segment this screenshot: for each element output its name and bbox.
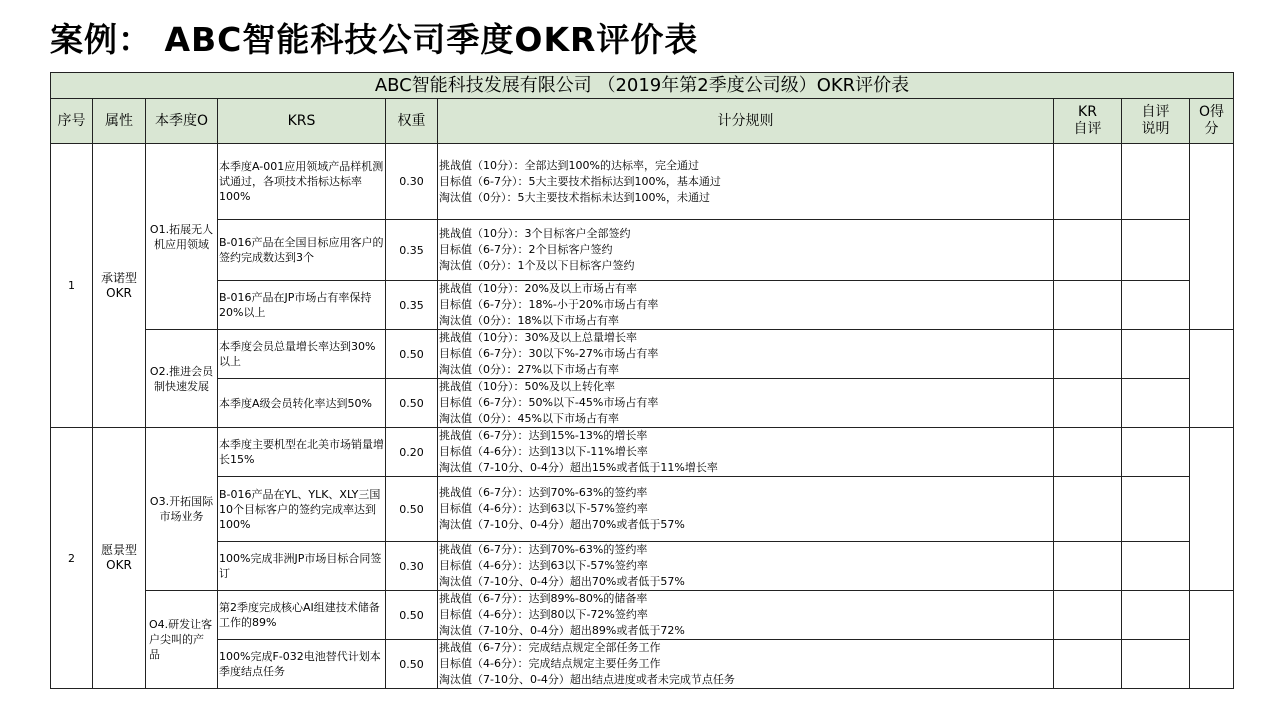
header-seq: 序号 <box>51 99 93 144</box>
table-row <box>51 542 1234 591</box>
row-weight: 0.50 <box>386 591 438 640</box>
scoring-rule-line: 淘汰值（7-10分、0-4分）超出15%或者低于11%增长率 <box>439 461 718 474</box>
table-row <box>51 428 1234 477</box>
table-row <box>51 477 1234 542</box>
row-seq: 1 <box>51 144 93 428</box>
kr-self-score-cell[interactable] <box>1054 330 1122 379</box>
row-kr: B-016产品在全国目标应用客户的签约完成数达到3个 <box>218 220 386 281</box>
row-weight: 0.30 <box>386 144 438 220</box>
row-scoring-rule <box>438 220 1054 281</box>
page-title: 案例： ABC智能科技公司季度OKR评价表 <box>50 20 699 59</box>
row-weight: 0.20 <box>386 428 438 477</box>
header-rules: 计分规则 <box>438 99 1054 144</box>
self-note-cell[interactable] <box>1122 591 1190 640</box>
row-kr: 100%完成F-032电池替代计划本季度结点任务 <box>218 640 386 689</box>
row-scoring-rule <box>438 428 1054 477</box>
kr-self-score-cell[interactable] <box>1054 428 1122 477</box>
row-attr: 承诺型 OKR <box>93 144 146 428</box>
scoring-rule-line: 挑战值（6-7分）：达到89%-80%的储备率 <box>439 592 648 605</box>
scoring-rule-line: 目标值（4-6分）：完成结点规定主要任务工作 <box>439 657 661 670</box>
scoring-rule-line: 淘汰值（7-10分、0-4分）超出结点进度或者未完成节点任务 <box>439 673 735 686</box>
row-objective: O2.推进会员制快速发展 <box>146 330 218 428</box>
row-kr: 本季度会员总量增长率达到30%以上 <box>218 330 386 379</box>
header-objective: 本季度O <box>146 99 218 144</box>
self-note-cell[interactable] <box>1122 330 1190 379</box>
table-row <box>51 330 1234 379</box>
o-score-cell[interactable] <box>1190 330 1234 428</box>
scoring-rule-line: 目标值（4-6分）：达到63以下-57%签约率 <box>439 502 648 515</box>
kr-self-score-cell[interactable] <box>1054 640 1122 689</box>
kr-self-score-cell[interactable] <box>1054 144 1122 220</box>
o-score-cell[interactable] <box>1190 428 1234 591</box>
scoring-rule-line: 挑战值（6-7分）：达到70%-63%的签约率 <box>439 543 648 556</box>
scoring-rule-line: 目标值（6-7分）：50%以下-45%市场占有率 <box>439 396 659 409</box>
row-attr: 愿景型 OKR <box>93 428 146 689</box>
row-objective: O3.开拓国际市场业务 <box>146 428 218 591</box>
self-note-cell[interactable] <box>1122 428 1190 477</box>
scoring-rule-line: 挑战值（10分）：全部达到100%的达标率，完全通过 <box>439 158 699 172</box>
header-self-note: 自评 说明 <box>1122 99 1190 144</box>
row-weight: 0.35 <box>386 281 438 330</box>
scoring-rule-line: 目标值（6-7分）：2个目标客户签约 <box>439 243 613 256</box>
kr-self-score-cell[interactable] <box>1054 477 1122 542</box>
table-row <box>51 379 1234 428</box>
row-scoring-rule <box>438 144 1054 220</box>
scoring-rule-line: 挑战值（10分）：30%及以上总量增长率 <box>439 331 637 344</box>
row-weight: 0.50 <box>386 330 438 379</box>
table-row <box>51 144 1234 220</box>
scoring-rule-line: 挑战值（10分）：50%及以上转化率 <box>439 380 615 393</box>
row-objective: O4.研发让客户尖叫的产品 <box>146 591 218 689</box>
scoring-rule-line: 淘汰值（0分）：1个及以下目标客户签约 <box>439 259 635 272</box>
self-note-cell[interactable] <box>1122 379 1190 428</box>
row-weight: 0.50 <box>386 640 438 689</box>
self-note-cell[interactable] <box>1122 640 1190 689</box>
scoring-rule-line: 淘汰值（7-10分、0-4分）超出70%或者低于57% <box>439 518 685 531</box>
kr-self-score-cell[interactable] <box>1054 281 1122 330</box>
scoring-rule-line: 淘汰值（7-10分、0-4分）超出70%或者低于57% <box>439 575 685 588</box>
scoring-rule-line: 淘汰值（0分）：18%以下市场占有率 <box>439 314 619 327</box>
scoring-rule-line: 目标值（6-7分）：30以下%-27%市场占有率 <box>439 347 659 360</box>
scoring-rule-line: 淘汰值（0分）：27%以下市场占有率 <box>439 363 619 376</box>
header-krs: KRS <box>218 99 386 144</box>
header-weight: 权重 <box>386 99 438 144</box>
self-note-cell[interactable] <box>1122 144 1190 220</box>
scoring-rule-line: 目标值（4-6分）：达到63以下-57%签约率 <box>439 559 648 572</box>
table-banner: ABC智能科技发展有限公司 （2019年第2季度公司级）OKR评价表 <box>51 73 1234 99</box>
scoring-rule-line: 挑战值（10分）：20%及以上市场占有率 <box>439 282 637 295</box>
row-seq: 2 <box>51 428 93 689</box>
scoring-rule-line: 淘汰值（0分）：45%以下市场占有率 <box>439 412 619 425</box>
row-scoring-rule <box>438 281 1054 330</box>
row-kr: 本季度A级会员转化率达到50% <box>218 379 386 428</box>
table-row <box>51 640 1234 689</box>
row-scoring-rule <box>438 330 1054 379</box>
scoring-rule-line: 目标值（6-7分）：18%-小于20%市场占有率 <box>439 298 659 311</box>
row-weight: 0.50 <box>386 379 438 428</box>
self-note-cell[interactable] <box>1122 542 1190 591</box>
row-weight: 0.35 <box>386 220 438 281</box>
o-score-cell[interactable] <box>1190 144 1234 330</box>
scoring-rule-line: 目标值（6-7分）：5大主要技术指标达到100%，基本通过 <box>439 174 721 188</box>
row-objective: O1.拓展无人机应用领域 <box>146 144 218 330</box>
o-score-cell[interactable] <box>1190 591 1234 689</box>
row-weight: 0.30 <box>386 542 438 591</box>
row-scoring-rule <box>438 591 1054 640</box>
row-kr: 第2季度完成核心AI组建技术储备工作的89% <box>218 591 386 640</box>
scoring-rule-line: 挑战值（6-7分）：达到70%-63%的签约率 <box>439 486 648 499</box>
scoring-rule-line: 挑战值（10分）：3个目标客户全部签约 <box>439 227 631 240</box>
row-kr: 本季度主要机型在北美市场销量增长15% <box>218 428 386 477</box>
self-note-cell[interactable] <box>1122 477 1190 542</box>
scoring-rule-line: 目标值（4-6分）：达到80以下-72%签约率 <box>439 608 648 621</box>
table-row <box>51 281 1234 330</box>
scoring-rule-line: 挑战值（6-7分）：达到15%-13%的增长率 <box>439 429 648 442</box>
header-o-score: O得 分 <box>1190 99 1234 144</box>
kr-self-score-cell[interactable] <box>1054 591 1122 640</box>
scoring-rule-line: 目标值（4-6分）：达到13以下-11%增长率 <box>439 445 648 458</box>
row-weight: 0.50 <box>386 477 438 542</box>
row-scoring-rule <box>438 640 1054 689</box>
scoring-rule-line: 淘汰值（7-10分、0-4分）超出89%或者低于72% <box>439 624 685 637</box>
header-kr-self: KR 自评 <box>1054 99 1122 144</box>
table-row <box>51 591 1234 640</box>
row-kr: 100%完成非洲JP市场目标合同签订 <box>218 542 386 591</box>
row-scoring-rule <box>438 542 1054 591</box>
kr-self-score-cell[interactable] <box>1054 379 1122 428</box>
table-row <box>51 220 1234 281</box>
scoring-rule-line: 挑战值（6-7分）：完成结点规定全部任务工作 <box>439 641 661 654</box>
row-scoring-rule <box>438 379 1054 428</box>
scoring-rule-line: 淘汰值（0分）：5大主要技术指标未达到100%，未通过 <box>439 190 710 204</box>
row-kr: B-016产品在JP市场占有率保持20%以上 <box>218 281 386 330</box>
self-note-cell[interactable] <box>1122 220 1190 281</box>
okr-evaluation-table <box>50 72 1234 689</box>
row-kr: 本季度A-001应用领域产品样机测试通过，各项技术指标达标率100% <box>218 144 386 220</box>
row-scoring-rule <box>438 477 1054 542</box>
header-attr: 属性 <box>93 99 146 144</box>
kr-self-score-cell[interactable] <box>1054 542 1122 591</box>
kr-self-score-cell[interactable] <box>1054 220 1122 281</box>
row-kr: B-016产品在YL、YLK、XLY三国10个目标客户的签约完成率达到100% <box>218 477 386 542</box>
self-note-cell[interactable] <box>1122 281 1190 330</box>
